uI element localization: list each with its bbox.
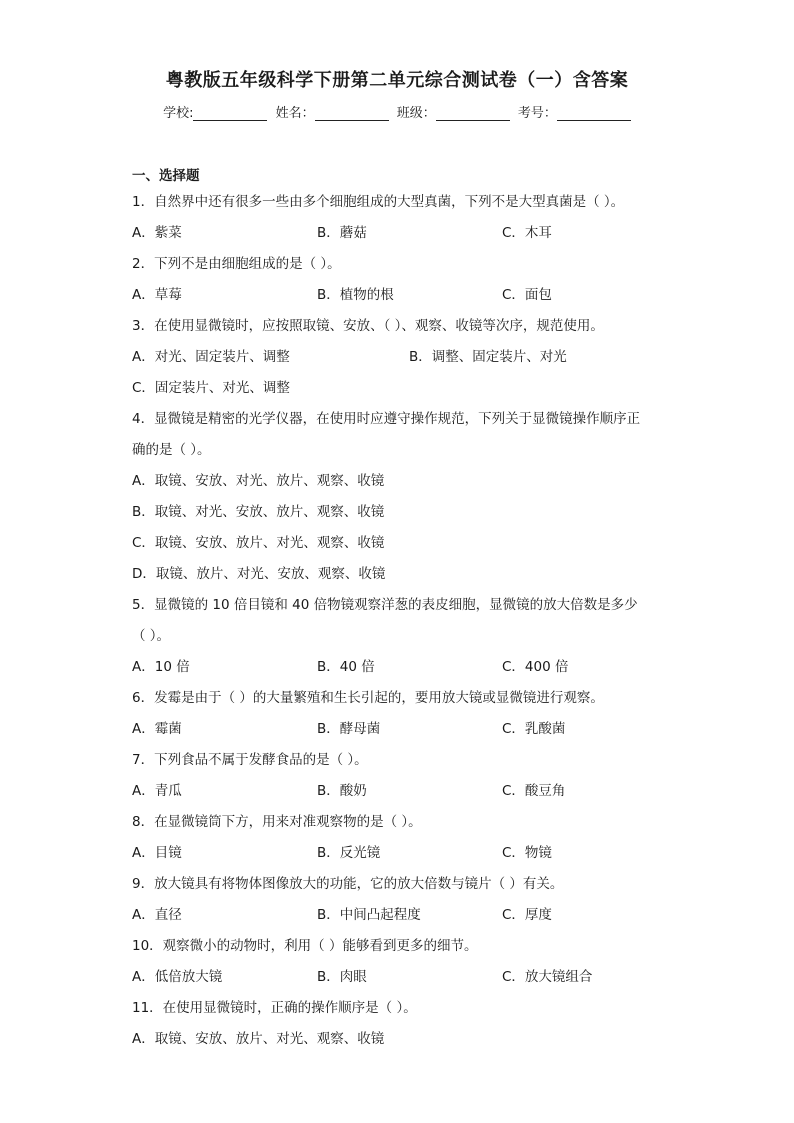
- class-label: 班级：: [396, 106, 436, 121]
- question-5-text-cont: （ ）。: [132, 628, 171, 644]
- option-b[interactable]: B．肉眼: [317, 969, 367, 985]
- option-a[interactable]: A．取镜、安放、放片、对光、观察、收镜: [132, 1031, 385, 1047]
- question-4-text: 4．显微镜是精密的光学仪器，在使用时应遵守操作规范，下列关于显微镜操作顺序正: [132, 411, 641, 427]
- question-5-options: [132, 652, 692, 683]
- question-content: [132, 165, 692, 1055]
- option-a[interactable]: A．草莓: [132, 287, 182, 303]
- question-4-text-cont: 确的是（ ）。: [132, 442, 211, 458]
- option-a[interactable]: A．霉菌: [132, 721, 182, 737]
- option-b[interactable]: B．反光镜: [317, 845, 381, 861]
- option-b[interactable]: B．酸奶: [317, 783, 367, 799]
- option-b[interactable]: B．40 倍: [317, 659, 375, 675]
- option-c[interactable]: C．酸豆角: [502, 783, 566, 799]
- option-c[interactable]: C．乳酸菌: [502, 721, 566, 737]
- question-11-text: 11．在使用显微镜时，正确的操作顺序是（ ）。: [132, 1000, 417, 1016]
- option-d[interactable]: D．取镜、放片、对光、安放、观察、收镜: [132, 566, 386, 582]
- exam-number-blank[interactable]: [557, 106, 631, 121]
- option-c[interactable]: C．物镜: [502, 845, 552, 861]
- question-2-options: [132, 280, 692, 311]
- question-10-text: 10．观察微小的动物时，利用（ ）能够看到更多的细节。: [132, 938, 478, 954]
- school-blank[interactable]: [193, 106, 267, 121]
- option-a[interactable]: A．取镜、安放、对光、放片、观察、收镜: [132, 473, 385, 489]
- option-c[interactable]: C．放大镜组合: [502, 969, 593, 985]
- question-2-text: 2．下列不是由细胞组成的是（ ）。: [132, 256, 341, 272]
- question-7-text: 7．下列食品不属于发酵食品的是（ ）。: [132, 752, 368, 768]
- option-c[interactable]: C．木耳: [502, 225, 552, 241]
- question-3-text: 3．在使用显微镜时，应按照取镜、安放、（ ）、观察、收镜等次序，规范使用。: [132, 318, 604, 334]
- option-a[interactable]: A．对光、固定装片、调整: [132, 349, 290, 365]
- option-c[interactable]: C．400 倍: [502, 659, 569, 675]
- option-c[interactable]: C．面包: [502, 287, 552, 303]
- question-1-options: [132, 218, 692, 249]
- question-10-options: [132, 962, 692, 993]
- name-label: 姓名：: [275, 106, 315, 121]
- question-8-options: [132, 838, 692, 869]
- school-label: 学校:: [163, 106, 194, 121]
- option-a[interactable]: A．低倍放大镜: [132, 969, 223, 985]
- question-9-text: 9．放大镜具有将物体图像放大的功能，它的放大倍数与镜片（ ）有关。: [132, 876, 564, 892]
- option-a[interactable]: A．青瓜: [132, 783, 182, 799]
- question-9-options: [132, 900, 692, 931]
- option-b[interactable]: B．蘑菇: [317, 225, 367, 241]
- name-blank[interactable]: [315, 106, 389, 121]
- question-5-text: 5．显微镜的 10 倍目镜和 40 倍物镜观察洋葱的表皮细胞，显微镜的放大倍数是多少: [132, 597, 638, 613]
- option-c[interactable]: C．固定装片、对光、调整: [132, 380, 290, 396]
- option-a[interactable]: A．紫菜: [132, 225, 182, 241]
- class-blank[interactable]: [436, 106, 510, 121]
- option-c[interactable]: C．取镜、安放、放片、对光、观察、收镜: [132, 535, 385, 551]
- option-c[interactable]: C．厚度: [502, 907, 552, 923]
- option-b[interactable]: B．植物的根: [317, 287, 394, 303]
- option-a[interactable]: A．目镜: [132, 845, 182, 861]
- option-b[interactable]: B．调整、固定装片、对光: [409, 349, 567, 365]
- student-info-line: [0, 102, 794, 121]
- question-6-text: 6．发霉是由于（ ）的大量繁殖和生长引起的，要用放大镜或显微镜进行观察。: [132, 690, 604, 706]
- option-a[interactable]: A．直径: [132, 907, 182, 923]
- option-b[interactable]: B．酵母菌: [317, 721, 381, 737]
- question-3-options-row-1: [132, 342, 692, 373]
- option-a[interactable]: A．10 倍: [132, 659, 190, 675]
- question-6-options: [132, 714, 692, 745]
- option-b[interactable]: B．取镜、对光、安放、放片、观察、收镜: [132, 504, 385, 520]
- exam-number-label: 考号：: [517, 106, 557, 121]
- question-7-options: [132, 776, 692, 807]
- option-b[interactable]: B．中间凸起程度: [317, 907, 421, 923]
- page-title: 粤教版五年级科学下册第二单元综合测试卷（一）含答案: [165, 70, 629, 91]
- section-heading: 一、选择题: [132, 168, 200, 184]
- question-1-text: 1．自然界中还有很多一些由多个细胞组成的大型真菌，下列不是大型真菌是（ ）。: [132, 194, 625, 210]
- question-8-text: 8．在显微镜筒下方，用来对准观察物的是（ ）。: [132, 814, 422, 830]
